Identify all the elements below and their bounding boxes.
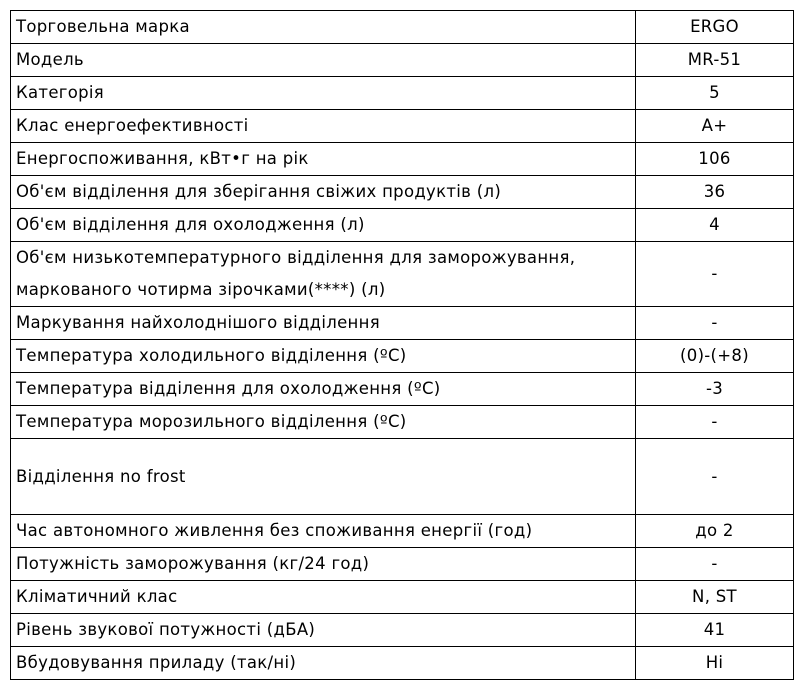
table-row <box>11 373 794 406</box>
row-label: Модель <box>11 44 636 77</box>
row-value: A+ <box>636 110 794 143</box>
row-value: - <box>636 242 794 307</box>
row-value: 4 <box>636 209 794 242</box>
row-label: Відділення no frost <box>11 439 636 515</box>
row-value: - <box>636 307 794 340</box>
row-value: (0)-(+8) <box>636 340 794 373</box>
table-row <box>11 581 794 614</box>
table-row <box>11 242 794 307</box>
row-label: Маркування найхолоднішого відділення <box>11 307 636 340</box>
row-label: Температура холодильного відділення (ºC) <box>11 340 636 373</box>
table-row <box>11 77 794 110</box>
table-row <box>11 439 794 515</box>
row-value: 5 <box>636 77 794 110</box>
row-label: Категорія <box>11 77 636 110</box>
row-value: - <box>636 439 794 515</box>
table-row <box>11 11 794 44</box>
row-label: Потужність заморожування (кг/24 год) <box>11 548 636 581</box>
row-label: Об'єм відділення для охолодження (л) <box>11 209 636 242</box>
row-value: -3 <box>636 373 794 406</box>
row-label: Об'єм відділення для зберігання свіжих продуктів (л) <box>11 176 636 209</box>
row-label: Вбудовування приладу (так/ні) <box>11 647 636 680</box>
table-row <box>11 307 794 340</box>
table-row <box>11 406 794 439</box>
table-row <box>11 340 794 373</box>
row-value: - <box>636 406 794 439</box>
table-row <box>11 614 794 647</box>
row-value: ERGO <box>636 11 794 44</box>
row-label: Об'єм низькотемпературного відділення для заморожування, маркованого чотирма зірочками(****) (л) <box>11 242 636 307</box>
table-row <box>11 143 794 176</box>
spec-table <box>10 10 794 680</box>
row-label: Рівень звукової потужності (дБА) <box>11 614 636 647</box>
row-value: 41 <box>636 614 794 647</box>
table-row <box>11 548 794 581</box>
row-label: Температура морозильного відділення (ºC) <box>11 406 636 439</box>
table-row <box>11 515 794 548</box>
row-value: до 2 <box>636 515 794 548</box>
row-label: Торговельна марка <box>11 11 636 44</box>
row-value: N, ST <box>636 581 794 614</box>
table-row <box>11 209 794 242</box>
row-label: Температура відділення для охолодження (ºC) <box>11 373 636 406</box>
row-label: Час автономного живлення без споживання енергії (год) <box>11 515 636 548</box>
row-label: Кліматичний клас <box>11 581 636 614</box>
row-label: Клас енергоефективності <box>11 110 636 143</box>
row-value: MR-51 <box>636 44 794 77</box>
row-label: Енергоспоживання, кВт•г на рік <box>11 143 636 176</box>
table-row <box>11 110 794 143</box>
row-value: 106 <box>636 143 794 176</box>
row-value: - <box>636 548 794 581</box>
table-row <box>11 176 794 209</box>
table-row <box>11 44 794 77</box>
table-row <box>11 647 794 680</box>
row-value: Ні <box>636 647 794 680</box>
row-value: 36 <box>636 176 794 209</box>
